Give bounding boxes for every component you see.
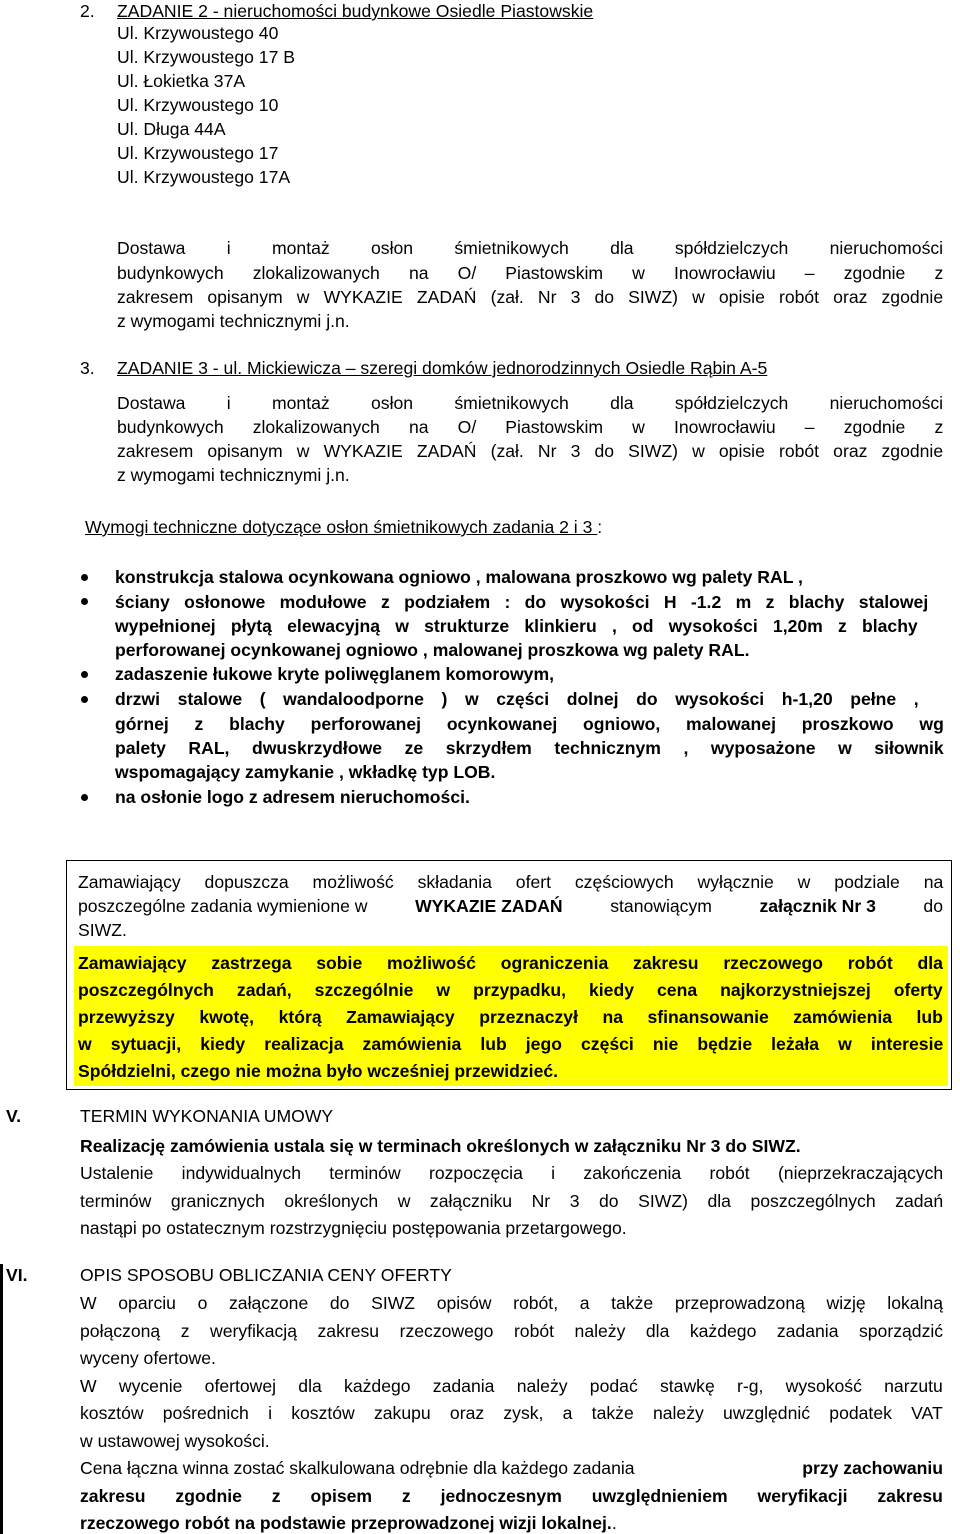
zad3-heading: [117, 357, 767, 379]
address-item: Ul. Krzywoustego 17A: [117, 167, 291, 187]
zad3-heading-part: ZADANIE 3 - ul.: [117, 358, 248, 378]
section-v-bold-line: Realizację zamówienia ustala się w terminach określonych w załączniku Nr 3 do SIWZ.: [80, 1136, 801, 1156]
margin-bar: [0, 1264, 3, 1534]
section-vi-number: VI.: [6, 1265, 28, 1285]
address-item: Ul. Długa 44A: [117, 119, 226, 139]
paragraph-line: w ustawowej wysokości.: [80, 1431, 270, 1451]
list-item: drzwi stalowe ( wandaloodporne ) w części dolnej do wysokości h-1,20 pełne ,: [115, 689, 919, 709]
bullet-icon: [81, 574, 88, 581]
zad2-heading: ZADANIE 2 - nieruchomości budynkowe Osiedle Piastowskie: [117, 1, 594, 21]
address-item: Ul. Krzywoustego 10: [117, 95, 279, 115]
list-item: ściany osłonowe modułowe z podziałem : do wysokości H -1.2 m z blachy stalowej: [115, 592, 929, 612]
highlight-line: Zamawiający zastrzega sobie możliwość ograniczenia zakresu rzeczowego robót dla: [78, 953, 943, 973]
requirements-heading: Wymogi techniczne dotyczące osłon śmietnikowych zadania 2 i 3 :: [85, 517, 603, 537]
paragraph-line: zakresem opisanym w WYKAZIE ZADAŃ (zał. Nr 3 do SIWZ) w opisie robót oraz zgodnie: [117, 441, 944, 461]
zad2-number: 2.: [80, 1, 95, 21]
paragraph-line: W oparciu o załączone do SIWZ opisów robót, a także przeprowadzoną wizję lokalną: [80, 1293, 944, 1313]
paragraph-line: połączoną z weryfikacją zakresu rzeczowego robót należy dla każdego zadania sporządzić: [80, 1321, 944, 1341]
section-v-number: V.: [6, 1106, 22, 1126]
section-v-title: TERMIN WYKONANIA UMOWY: [80, 1106, 334, 1126]
highlight-line: poszczególnych zadań, szczególnie w przypadku, kiedy cena najkorzystniejszej oferty: [78, 980, 943, 1000]
notice-line: SIWZ.: [78, 920, 127, 940]
list-item: na osłonie logo z adresem nieruchomości.: [115, 787, 470, 807]
paragraph-line: Ustalenie indywidualnych terminów rozpoczęcia i zakończenia robót (nieprzekraczających: [80, 1163, 944, 1183]
paragraph-line: Dostawa i montaż osłon śmietnikowych dla spółdzielczych nieruchomości: [117, 238, 944, 258]
bullet-icon: [81, 671, 88, 678]
address-item: Ul. Łokietka 37A: [117, 71, 246, 91]
address-item: Ul. Krzywoustego 17 B: [117, 47, 295, 67]
paragraph-line: budynkowych zlokalizowanych na O/ Piastowskim w Inowrocławiu – zgodnie z: [117, 263, 944, 283]
address-item: Ul. Krzywoustego 40: [117, 23, 279, 43]
list-item: konstrukcja stalowa ocynkowana ogniowo , malowana proszkowo wg palety RAL ,: [115, 567, 803, 587]
list-item: palety RAL, dwuskrzydłowe ze skrzydłem technicznym , wyposażone w siłownik: [115, 738, 944, 758]
paragraph-line: z wymogami technicznymi j.n.: [117, 465, 350, 485]
paragraph-line: z wymogami technicznymi j.n.: [117, 311, 350, 331]
list-item: perforowanej ocynkowanej ogniowo , malowanej proszkowa wg palety RAL.: [115, 640, 750, 660]
bullet-icon: [81, 598, 88, 605]
paragraph-line: rzeczowego robót na podstawie przeprowadzonej wizji lokalnej..: [80, 1513, 617, 1533]
highlight-line: Spółdzielni, czego nie można było wcześniej przewidzieć.: [78, 1061, 559, 1081]
paragraph-line: nastąpi po ostatecznym rozstrzygnięciu postępowania przetargowego.: [80, 1218, 627, 1238]
paragraph-line: zakresem opisanym w WYKAZIE ZADAŃ (zał. Nr 3 do SIWZ) w opisie robót oraz zgodnie: [117, 287, 944, 307]
paragraph-line: Cena łączna winna zostać skalkulowana odrębnie dla każdego zadania przy zachowaniu: [80, 1458, 943, 1478]
zad3-heading-part: Mickiewicza – szeregi domków jednorodzinnych Osiedle Rąbin A-5: [247, 358, 768, 378]
highlight-line: przewyższy kwotę, którą Zamawiający przeznaczył na sfinansowanie zamówienia lub: [78, 1007, 943, 1027]
paragraph-line: zakresu zgodnie z opisem z jednoczesnym uwzględnieniem weryfikacji zakresu: [80, 1486, 943, 1506]
paragraph-line: terminów granicznych określonych w załączniku Nr 3 do SIWZ) dla poszczególnych zadań: [80, 1191, 944, 1211]
paragraph-line: W wycenie ofertowej dla każdego zadania należy podać stawkę r-g, wysokość narzutu: [80, 1376, 943, 1396]
zad3-number: 3.: [80, 358, 95, 378]
notice-line: poszczególne zadania wymienione w WYKAZIE ZADAŃ stanowiącym załącznik Nr 3 do: [78, 896, 943, 916]
notice-line: Zamawiający dopuszcza możliwość składania ofert częściowych wyłącznie w podziale na: [78, 872, 944, 892]
paragraph-line: budynkowych zlokalizowanych na O/ Piastowskim w Inowrocławiu – zgodnie z: [117, 417, 944, 437]
list-item: wspomagający zamykanie , wkładkę typ LOB.: [115, 762, 496, 782]
bullet-icon: [81, 794, 88, 801]
address-item: Ul. Krzywoustego 17: [117, 143, 279, 163]
list-item: wypełnionej płytą elewacyjną w strukturze klinkieru , od wysokości 1,20m z blachy: [115, 616, 918, 636]
paragraph-line: wyceny ofertowe.: [80, 1348, 216, 1368]
list-item: górnej z blachy perforowanej ocynkowanej ogniowo, malowanej proszkowo wg: [115, 714, 944, 734]
list-item: zadaszenie łukowe kryte poliwęglanem komorowym,: [115, 664, 555, 684]
paragraph-line: Dostawa i montaż osłon śmietnikowych dla spółdzielczych nieruchomości: [117, 393, 944, 413]
bullet-icon: [81, 696, 88, 703]
paragraph-line: kosztów pośrednich i kosztów zakupu oraz zysk, a także należy uwzględnić podatek VAT: [80, 1403, 943, 1423]
highlight-line: w sytuacji, kiedy realizacja zamówienia lub jego części nie będzie leżała w interesie: [78, 1034, 944, 1054]
section-vi-title: OPIS SPOSOBU OBLICZANIA CENY OFERTY: [80, 1265, 452, 1285]
